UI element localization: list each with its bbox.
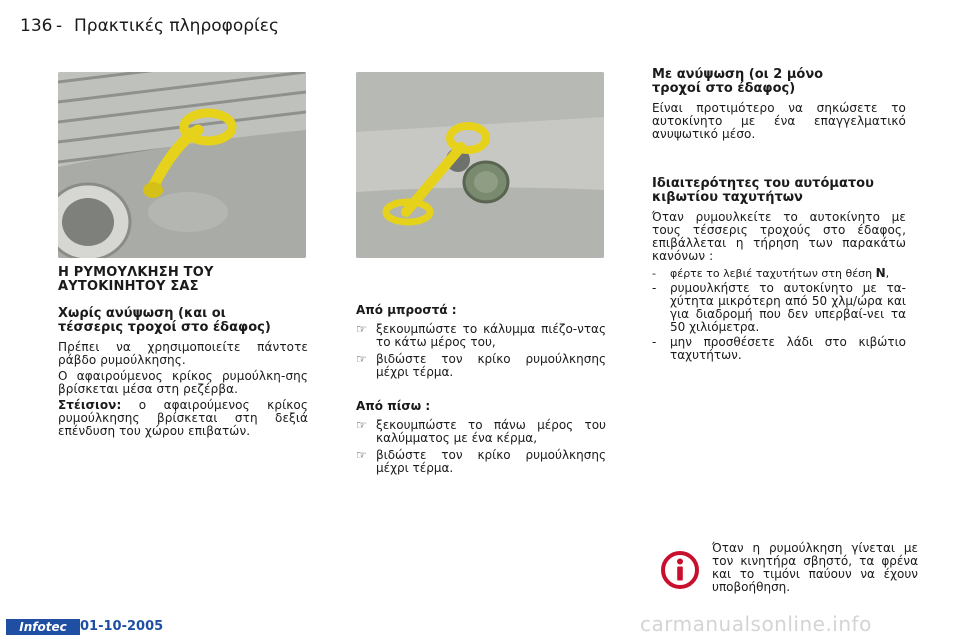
footer-date: 01-10-2005 [80, 619, 164, 634]
dash-marker: - [652, 281, 657, 295]
gearbox-rule-2 [652, 282, 906, 334]
front-step-2 [356, 353, 606, 379]
gearbox-heading-line-1: Ιδιαιτερότητες του αυτόματου [652, 176, 874, 191]
info-note-text: Όταν η ρυμούλκηση γίνεται με τον κινητήρα σβηστό, τα φρένα και το τιμόνι παύουν να έχουν υποβοήθηση. [712, 541, 918, 594]
rear-step-1 [356, 419, 606, 445]
para-lift: Είναι προτιμότερο να σηκώσετε το αυτοκίνητο με ένα επαγγελματικό ανυψωτικό μέσο. [652, 101, 906, 141]
rear-step-2 [356, 449, 606, 475]
dash-marker: - [652, 267, 656, 280]
gearbox-rule-1 [652, 267, 906, 280]
lift-heading-line-1: Με ανύψωση (οι 2 μόνο [652, 67, 824, 82]
subheading-line-2: τέσσερις τροχοί στο έδαφος) [58, 320, 271, 335]
dash-marker: - [652, 335, 657, 349]
right-column [652, 68, 906, 362]
gearbox-heading-line-2: κιβωτίου ταχυτήτων [652, 190, 803, 205]
gear-position-n: N [875, 266, 886, 280]
front-step-1 [356, 323, 606, 349]
para-estate [58, 399, 308, 438]
info-icon [660, 550, 700, 590]
front-step-1-text: ξεκουμπώστε το κάλυμμα πιέζο-ντας το κάτω μέρος του, [376, 322, 606, 349]
pointing-hand-icon: ☞ [356, 322, 367, 336]
rule-3-text: μην προσθέσετε λάδι στο κιβώτιο ταχυτήτων. [670, 335, 906, 362]
rule-2-text: ρυμουλκήστε το αυτοκίνητο με τα-χύτητα μικρότερη από 50 χλμ/ώρα και για διαδρομή που δεν υπερβαί-νει τα 50 χιλιόμετρα. [670, 281, 906, 334]
estate-text: ο αφαιρούμενος κρίκος ρυμούλκησης βρίσκεται στη δεξιά επένδυση του χώρου επιβατών. [58, 398, 308, 438]
pointing-hand-icon: ☞ [356, 418, 367, 432]
info-note [650, 538, 918, 604]
para-tow-bar: Πρέπει να χρησιμοποιείτε πάντοτε ράβδο ρυμούλκησης. [58, 340, 308, 367]
rear-heading: Από πίσω : [356, 399, 431, 413]
estate-label: Στέισιον: [58, 398, 122, 412]
header-separator: - [56, 16, 63, 36]
page-header [0, 10, 960, 42]
pointing-hand-icon: ☞ [356, 352, 367, 366]
gearbox-rule-3 [652, 336, 906, 362]
front-step-2-text: βιδώστε τον κρίκο ρυμούλκησης μέχρι τέρμα. [376, 352, 606, 379]
pointing-hand-icon: ☞ [356, 448, 367, 462]
rule-1-tail: , [885, 267, 890, 280]
heading-with-lift [652, 68, 906, 96]
rear-step-2-text: βιδώστε τον κρίκο ρυμούλκησης μέχρι τέρμα. [376, 448, 606, 475]
heading-automatic-gearbox [652, 177, 906, 205]
infotec-badge: Infotec [6, 619, 80, 635]
left-column [58, 266, 308, 438]
front-heading: Από μπροστά : [356, 303, 457, 317]
para-spare-wheel: Ο αφαιρούμενος κρίκος ρυμούλκη-σης βρίσκεται μέσα στη ρεζέρβα. [58, 369, 308, 396]
section-title-line-1: Η ΡΥΜΟΥΛΚΗΣΗ ΤΟΥ [58, 265, 214, 280]
front-tow-ring-photo [58, 72, 306, 258]
rear-step-1-text: ξεκουμπώστε το πάνω μέρος του καλύμματος με ένα κέρμα, [376, 418, 606, 445]
lift-heading-line-2: τροχοί στο έδαφος) [652, 81, 796, 96]
section-title-towing [58, 266, 308, 294]
rear-tow-ring-photo [356, 72, 604, 258]
subheading-line-1: Χωρίς ανύψωση (και οι [58, 306, 226, 321]
watermark: carmanualsonline.info [640, 612, 872, 636]
rule-1-text: φέρτε το λεβιέ ταχυτήτων στη θέση [670, 267, 876, 280]
subheading-no-lift [58, 307, 308, 335]
page-number: 136 [20, 16, 53, 36]
page-title: Πρακτικές πληροφορίες [74, 16, 279, 36]
middle-column [356, 303, 606, 475]
section-title-line-2: ΑΥΤΟΚΙΝΗΤΟΥ ΣΑΣ [58, 279, 199, 294]
para-gearbox: Όταν ρυμουλκείτε το αυτοκίνητο με τους τέσσερις τροχούς στο έδαφος, επιβάλλεται η τήρηση των παρακάτω κανόνων : [652, 210, 906, 263]
